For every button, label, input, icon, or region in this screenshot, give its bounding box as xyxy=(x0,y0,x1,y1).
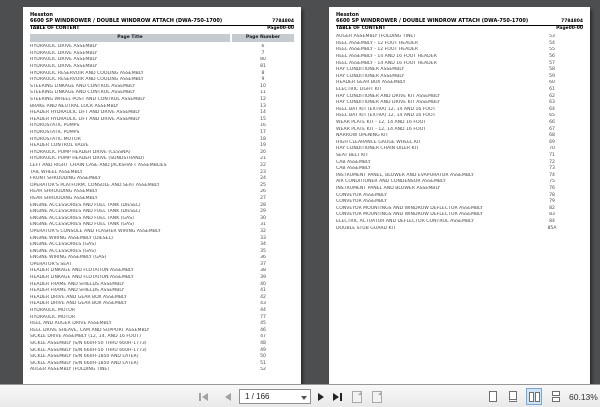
toc-entry-title: REEL ASSEMBLY - 14 AND 16 FOOT HEADER xyxy=(336,54,437,60)
toc-entry-page-number: 75 xyxy=(549,179,555,185)
toc-entry-page-number: 18 xyxy=(260,136,266,142)
toc-entry-title: CONVEYOR ASSEMBLY xyxy=(336,199,387,205)
toc-entry-title: HYDRAULIC RESERVOIR AND COOLING ASSEMBLY xyxy=(30,77,144,83)
toc-entry-title: HEADER HYDRAULIC LIFT AND DRIVE ASSEMBLY xyxy=(30,110,141,116)
toc-entry-page-number: 74 xyxy=(549,172,555,178)
toc-row xyxy=(30,255,294,262)
toc-entry-title: REAR SHROUDING ASSEMBLY xyxy=(30,195,98,201)
toc-entry-title: HEADER LINKAGE AND FLOTATION ASSEMBLY xyxy=(30,268,134,274)
toc-entry-title: OPERATOR'S PLATFORM, CONSOLE AND SEAT ASSEMBLY xyxy=(30,182,160,188)
toc-row xyxy=(336,159,583,166)
toc-row xyxy=(30,103,294,110)
toc-entry-title: HYDROSTATIC PUMPS xyxy=(30,130,80,136)
toc-entry-page-number: 19 xyxy=(260,143,266,149)
toc-entry-page-number: 80 xyxy=(260,57,266,63)
toc-entry-page-number: 62 xyxy=(549,93,555,99)
toc-entry-title: HEADER FRAME AND SHIELDS ASSEMBLY xyxy=(30,281,125,287)
toc-row xyxy=(30,76,294,83)
toc-row xyxy=(336,47,583,54)
toc-entry-page-number: 9 xyxy=(261,77,265,83)
toc-entry-page-number: 53 xyxy=(549,34,555,40)
toc-entry-page-number: 11 xyxy=(260,90,266,96)
toc-entry-page-number: 81 xyxy=(260,64,266,70)
toc-entry-page-number: 41 xyxy=(260,288,266,294)
toc-rows-left xyxy=(30,44,294,374)
toc-row xyxy=(30,162,294,169)
toc-entry-title: SICKLE ASSEMBLY (S/N 660H-50 THRU 660H-1773) xyxy=(30,347,147,353)
toc-row xyxy=(30,334,294,341)
toc-row xyxy=(30,189,294,196)
toc-entry-title: REEL ASSEMBLY - 14 AND 16 FOOT HEADER xyxy=(336,60,437,66)
toc-entry-title: HAY CONDITIONER ASSEMBLY xyxy=(336,67,405,73)
toc-entry-title: SICKLE ASSEMBLY (S/N 660H-1850 AND LATER) xyxy=(30,354,139,360)
toc-row xyxy=(336,73,583,80)
toc-entry-title: SICKLE DRIVE ASSEMBLY (12, 14, AND 16 FOOT) xyxy=(30,334,141,340)
toc-entry-page-number: 51 xyxy=(260,360,266,366)
toc-row xyxy=(336,99,583,106)
toc-entry-title: STEERING LINKAGE AND CONTROL ASSEMBLY xyxy=(30,90,136,96)
toc-entry-title: HYDROSTATIC PUMPS xyxy=(30,123,80,129)
toc-entry-title: REEL ASSEMBLY - 12 FOOT HEADER xyxy=(336,47,418,53)
first-page-icon xyxy=(199,393,201,401)
toc-row xyxy=(30,202,294,209)
toc-row xyxy=(30,136,294,143)
toc-row xyxy=(30,169,294,176)
toc-row xyxy=(30,83,294,90)
toc-entry-page-number: 56 xyxy=(549,54,555,60)
toc-row xyxy=(30,116,294,123)
toc-entry-page-number: 32 xyxy=(260,228,266,234)
toc-entry-title: ENGINE ACCESSORIES (GAS) xyxy=(30,248,96,254)
toc-entry-title: HAY CONDITIONER AND DRIVE KIT ASSEMBLY xyxy=(336,93,440,99)
toc-row xyxy=(336,80,583,87)
toc-row xyxy=(30,123,294,130)
toc-entry-page-number: 36 xyxy=(260,255,266,261)
toc-entry-title: HEADER GEAR BOX ASSEMBLY xyxy=(336,80,406,86)
toc-entry-page-number: 57 xyxy=(549,60,555,66)
toc-entry-title: HEADER LINKAGE AND FLOTATION ASSEMBLY xyxy=(30,275,134,281)
toc-entry-page-number: 79 xyxy=(549,199,555,205)
toc-row xyxy=(30,327,294,334)
toc-entry-title: REEL DRIVE SHEAVE, CAM AND SUPPORT ASSEMBLY xyxy=(30,327,150,333)
brand-name: Hesston xyxy=(30,12,53,18)
toc-entry-page-number: 72 xyxy=(549,159,555,165)
toc-entry-page-number: 16 xyxy=(260,123,266,129)
toc-entry-title: SICKLE ASSEMBLY (S/N 660H-1850 AND LATER) xyxy=(30,360,139,366)
toc-entry-page-number: 13 xyxy=(260,103,266,109)
toc-entry-page-number: 21 xyxy=(260,156,266,162)
toc-row xyxy=(336,126,583,133)
column-header-page-number: Page Number xyxy=(232,34,294,42)
document-title: 6600 SP WINDROWER / DOUBLE WINDROW ATTACH (DWA-750-1700) xyxy=(336,18,529,24)
toc-row xyxy=(336,53,583,60)
toc-entry-page-number: 8 xyxy=(261,70,265,76)
toc-entry-page-number: 68 xyxy=(549,133,555,139)
toc-row xyxy=(30,63,294,70)
toc-entry-page-number: 30 xyxy=(260,215,266,221)
toc-row xyxy=(336,218,583,225)
toc-column-header xyxy=(30,34,294,42)
previous-page-button[interactable] xyxy=(225,393,231,401)
toc-entry-title: HYDRAULIC DRIVE ASSEMBLY xyxy=(30,64,98,70)
toc-row xyxy=(30,70,294,77)
toc-entry-title: HYDRAULIC MOTOR xyxy=(30,308,76,314)
toc-entry-title: ENGINE WIRING ASSEMBLY (GAS) xyxy=(30,255,107,261)
page-number-value: 1 / 166 xyxy=(245,392,270,401)
toc-entry-title: ENGINE ACCESSORIES AND FUEL TANK (GAS) xyxy=(30,222,134,228)
toc-row xyxy=(336,132,583,139)
toc-entry-page-number: 58 xyxy=(549,67,555,73)
toc-row xyxy=(30,195,294,202)
document-title-row xyxy=(336,18,583,26)
toc-entry-page-number: 26 xyxy=(260,189,266,195)
document-subtitle: TABLE OF CONTENT xyxy=(336,25,386,31)
toc-entry-page-number: 77 xyxy=(260,314,266,320)
toc-row xyxy=(336,119,583,126)
toc-entry-title: ELECTRIC LIGHT KIT xyxy=(336,87,382,93)
continuous-facing-view-icon[interactable] xyxy=(548,388,564,405)
toc-entry-page-number: 54 xyxy=(549,40,555,46)
toc-entry-title: DOUBLE STUB GUARD KIT xyxy=(336,225,396,231)
toc-row xyxy=(30,281,294,288)
toc-entry-page-number: 25 xyxy=(260,182,266,188)
toc-entry-page-number: 59 xyxy=(549,73,555,79)
toc-row xyxy=(30,129,294,136)
first-page-button[interactable] xyxy=(199,393,208,401)
toc-entry-title: INSTRUMENT PANEL AND BLOWER ASSEMBLY xyxy=(336,185,441,191)
toc-row xyxy=(30,340,294,347)
toc-entry-page-number: 24 xyxy=(260,176,266,182)
toc-entry-title: HAY CONDITIONER AND DRIVE KIT ASSEMBLY xyxy=(336,100,440,106)
toc-row xyxy=(336,93,583,100)
toc-entry-page-number: 43 xyxy=(260,301,266,307)
toc-row xyxy=(30,301,294,308)
toc-entry-page-number: 22 xyxy=(260,162,266,168)
toc-row xyxy=(336,225,583,232)
toc-entry-page-number: 31 xyxy=(260,222,266,228)
toc-entry-page-number: 69 xyxy=(549,139,555,145)
toc-entry-title: CAB ASSEMBLY xyxy=(336,166,371,172)
toc-row xyxy=(336,192,583,199)
toc-row xyxy=(336,139,583,146)
toc-entry-title: AUGER ASSEMBLY (FOLDING TINE) xyxy=(336,34,416,40)
toc-entry-title: REEL ASSEMBLY - 12 FOOT HEADER xyxy=(336,40,418,46)
facing-pages-view-icon[interactable] xyxy=(526,388,542,405)
toc-entry-page-number: 71 xyxy=(549,152,555,158)
toc-entry-page-number: 15 xyxy=(260,116,266,122)
document-title-row xyxy=(30,18,294,26)
toc-row xyxy=(336,86,583,93)
toc-entry-page-number: 37 xyxy=(260,261,266,267)
toc-entry-title: HYDRAULIC PUMP HEADER DRIVE (CESSNA) xyxy=(30,149,131,155)
column-header-page-title: Page Title xyxy=(30,34,230,42)
toc-entry-title: HEADER DRIVE AND GEAR BOX ASSEMBLY xyxy=(30,294,127,300)
toc-entry-page-number: 7 xyxy=(261,50,265,56)
toc-entry-title: HYDRAULIC PUMP HEADER DRIVE (SUNDSTRAND) xyxy=(30,156,145,162)
toc-row xyxy=(30,294,294,301)
toc-entry-page-number: 50 xyxy=(260,354,266,360)
toc-row xyxy=(336,212,583,219)
document-page-right xyxy=(329,7,590,384)
document-page-left xyxy=(23,7,301,384)
toc-row xyxy=(336,152,583,159)
toc-entry-title: SEAT BELT KIT xyxy=(336,152,369,158)
toc-entry-title: OPERATOR'S CONSOLE AND FLASHER WIRING ASSEMBLY xyxy=(30,228,161,234)
toc-entry-page-number: 6 xyxy=(261,44,265,50)
toc-entry-title: ENGINE ACCESSORIES (GAS) xyxy=(30,242,96,248)
toc-row xyxy=(336,179,583,186)
toc-entry-page-number: 61 xyxy=(549,87,555,93)
toc-entry-page-number: 35 xyxy=(260,248,266,254)
toc-entry-page-number: 60 xyxy=(549,80,555,86)
document-page-code: Page00-00 xyxy=(556,25,583,31)
document-subtitle-row xyxy=(30,26,294,32)
toc-entry-title: NARROW OPENING KIT xyxy=(336,133,389,139)
toc-entry-page-number: 84 xyxy=(549,218,555,224)
toc-entry-page-number: 67 xyxy=(549,126,555,132)
toc-row xyxy=(336,113,583,120)
toc-entry-page-number: 33 xyxy=(260,235,266,241)
toc-row xyxy=(336,106,583,113)
toc-row xyxy=(336,165,583,172)
toc-row xyxy=(336,198,583,205)
toc-row xyxy=(30,235,294,242)
toc-row xyxy=(30,274,294,281)
document-subtitle: TABLE OF CONTENT xyxy=(30,25,80,31)
toc-row xyxy=(30,367,294,374)
toc-row xyxy=(30,353,294,360)
toc-row xyxy=(30,215,294,222)
toc-row xyxy=(30,96,294,103)
toc-row xyxy=(30,142,294,149)
toc-row xyxy=(30,57,294,64)
toc-entry-page-number: 44 xyxy=(260,308,266,314)
toc-row xyxy=(30,261,294,268)
toc-row xyxy=(30,156,294,163)
toc-row xyxy=(336,146,583,153)
toc-entry-page-number: 39 xyxy=(260,275,266,281)
document-subtitle-row xyxy=(336,26,583,32)
toc-entry-title: HEADER FRAME AND SHIELDS ASSEMBLY xyxy=(30,288,125,294)
toc-entry-page-number: 73 xyxy=(549,166,555,172)
toc-entry-page-number: 55 xyxy=(549,47,555,53)
toc-row xyxy=(30,109,294,116)
toc-row xyxy=(30,149,294,156)
toc-row xyxy=(30,314,294,321)
toc-row xyxy=(30,287,294,294)
toc-entry-page-number: 85A xyxy=(547,225,557,231)
toc-entry-page-number: 49 xyxy=(260,347,266,353)
toc-entry-page-number: 23 xyxy=(260,169,266,175)
document-title: 6600 SP WINDROWER / DOUBLE WINDROW ATTACH (DWA-750-1700) xyxy=(30,18,223,24)
toc-row xyxy=(30,241,294,248)
toc-row xyxy=(30,360,294,367)
viewer-toolbar xyxy=(0,384,600,407)
toc-entry-title: BRAKE AND NEUTRAL LOCK ASSEMBLY xyxy=(30,103,119,109)
toc-entry-page-number: 40 xyxy=(260,281,266,287)
toc-entry-title: STEERING LINKAGE AND CONTROL ASSEMBLY xyxy=(30,83,136,89)
toc-entry-page-number: 83 xyxy=(549,212,555,218)
zoom-level-label[interactable]: 60.13% xyxy=(569,392,598,402)
toc-row xyxy=(336,205,583,212)
toc-entry-title: LEFT AND RIGHT CHAIN CASE AND JACKSHAFT ASSEMBLIES xyxy=(30,162,167,168)
toc-entry-page-number: 27 xyxy=(260,195,266,201)
toc-entry-page-number: 64 xyxy=(549,106,555,112)
toc-entry-page-number: 47 xyxy=(260,334,266,340)
toc-entry-title: HAY CONDITIONER ASSEMBLY xyxy=(336,73,405,79)
toc-entry-title: WEAR PLATE KIT - 12, 14 AND 16 FOOT xyxy=(336,126,427,132)
toc-entry-title: AIR CONDITIONER AND CONDENSOR ASSEMBLY xyxy=(336,179,446,185)
toc-entry-title: HYDRAULIC MOTOR xyxy=(30,314,76,320)
toc-row xyxy=(30,90,294,97)
next-page-button[interactable] xyxy=(318,393,324,401)
single-page-view-icon[interactable] xyxy=(485,388,501,405)
toc-entry-title: ENGINE ACCESSORIES AND FUEL TANK (GAS) xyxy=(30,215,134,221)
toc-row xyxy=(336,172,583,179)
toc-entry-title: HAY CONDITIONER CHAIN OILER KIT xyxy=(336,146,419,152)
toc-entry-page-number: 12 xyxy=(260,97,266,103)
toc-row xyxy=(30,320,294,327)
next-view-icon[interactable] xyxy=(372,391,382,403)
toc-entry-page-number: 82 xyxy=(549,205,555,211)
last-page-button[interactable] xyxy=(333,393,342,401)
toc-entry-page-number: 65 xyxy=(549,113,555,119)
toc-row xyxy=(30,175,294,182)
toc-row xyxy=(336,66,583,73)
toc-entry-title: INSTRUMENT PANEL, BLOWER AND EVAPORATOR ASSEMBLY xyxy=(336,172,474,178)
toc-entry-page-number: 66 xyxy=(549,120,555,126)
toc-entry-title: CONVEYOR MOUNTINGS AND WINDROW DEFLECTOR ASSEMBLY xyxy=(336,212,483,218)
brand-name: Hesston xyxy=(336,12,359,18)
toc-entry-title: AUGER ASSEMBLY (FOLDING TINE) xyxy=(30,367,110,373)
toc-row xyxy=(30,50,294,57)
toc-entry-page-number: 38 xyxy=(260,268,266,274)
toc-row xyxy=(30,208,294,215)
toc-entry-page-number: 20 xyxy=(260,149,266,155)
toc-row xyxy=(30,307,294,314)
toc-row xyxy=(336,60,583,67)
toc-entry-title: HIGH CLEARANCE GAUGE WHEEL KIT xyxy=(336,139,422,145)
toc-entry-title: HEADER DRIVE AND GEAR BOX ASSEMBLY xyxy=(30,301,127,307)
toc-entry-title: HYDROSTATIC MOTOR xyxy=(30,136,81,142)
toc-entry-page-number: 46 xyxy=(260,327,266,333)
toc-entry-title: CONVEYOR MOUNTINGS AND WINDROW DEFLECTOR ASSEMBLY xyxy=(336,205,483,211)
toc-row xyxy=(30,248,294,255)
toc-entry-page-number: 45 xyxy=(260,321,266,327)
toc-row xyxy=(30,347,294,354)
toc-entry-title: ENGINE ACCESSORIES AND FUEL TANK (DIESEL) xyxy=(30,209,141,215)
toc-entry-title: HEADER CONTROL VALVE xyxy=(30,143,89,149)
toc-row xyxy=(30,228,294,235)
toc-entry-title: HEADER HYDRAULIC LIFT AND DRIVE ASSEMBLY xyxy=(30,116,141,122)
next-page-icon xyxy=(318,393,324,401)
previous-view-icon[interactable] xyxy=(352,391,362,403)
toc-entry-title: REAR SHROUDING ASSEMBLY xyxy=(30,189,98,195)
toc-entry-title: FRONT SHROUDING ASSEMBLY xyxy=(30,176,101,182)
toc-entry-title: HYDRAULIC DRIVE ASSEMBLY xyxy=(30,57,98,63)
toc-entry-page-number: 42 xyxy=(260,294,266,300)
toc-entry-page-number: 76 xyxy=(549,185,555,191)
toc-entry-title: OPERATOR'S SEAT xyxy=(30,261,72,267)
page-number-dropdown-icon[interactable] xyxy=(301,396,307,400)
toc-entry-page-number: 17 xyxy=(260,130,266,136)
last-page-icon xyxy=(333,393,339,401)
toc-entry-title: ELECTRIC ACTUATOR AND DEFLECTOR CONTROL ASSEMBLY xyxy=(336,218,474,224)
document-number: 7784804 xyxy=(561,19,583,24)
toc-entry-title: ENGINE WIRING ASSEMBLY (DIESEL) xyxy=(30,235,113,241)
toc-entry-page-number: 52 xyxy=(260,367,266,373)
toc-entry-title: REEL BAT KIT (EXTRA) 12, 14 AND 16 FOOT xyxy=(336,106,436,112)
toc-entry-title: CONVEYOR ASSEMBLY xyxy=(336,192,387,198)
toc-row xyxy=(30,182,294,189)
toc-entry-page-number: 48 xyxy=(260,341,266,347)
document-page-code: Page00-00 xyxy=(267,25,294,31)
toc-row xyxy=(30,44,294,51)
toc-entry-title: REEL AND AUGER DRIVE ASSEMBLY xyxy=(30,321,112,327)
toc-entry-title: CAB ASSEMBLY xyxy=(336,159,371,165)
toc-row xyxy=(30,268,294,275)
toc-entry-page-number: 14 xyxy=(260,110,266,116)
document-number: 7784804 xyxy=(272,19,294,24)
toc-entry-page-number: 34 xyxy=(260,242,266,248)
toc-row xyxy=(336,40,583,47)
previous-page-icon xyxy=(225,393,231,401)
toc-row xyxy=(336,185,583,192)
toc-entry-page-number: 28 xyxy=(260,202,266,208)
toc-entry-page-number: 29 xyxy=(260,209,266,215)
toc-entry-page-number: 10 xyxy=(260,83,266,89)
toc-entry-title: HYDRAULIC RESERVOIR AND COOLING ASSEMBLY xyxy=(30,70,144,76)
toc-entry-title: SICKLE ASSEMBLY (S/N 660H-50 THRU 660H-1773) xyxy=(30,341,147,347)
toc-rows-right xyxy=(336,34,583,232)
toc-entry-page-number: 70 xyxy=(549,146,555,152)
toc-entry-page-number: 78 xyxy=(549,192,555,198)
toc-entry-title: TAIL WHEEL ASSEMBLY xyxy=(30,169,83,175)
toc-entry-title: WEAR PLATE KIT - 12, 14 AND 16 FOOT xyxy=(336,120,427,126)
page-number-input[interactable] xyxy=(239,389,311,404)
toc-entry-title: HYDRAULIC DRIVE ASSEMBLY xyxy=(30,50,98,56)
continuous-view-icon[interactable] xyxy=(505,388,521,405)
toc-entry-page-number: 63 xyxy=(549,100,555,106)
toc-row xyxy=(336,34,583,41)
toc-entry-title: STEERING WHEEL POST AND CONTROL ASSEMBLY xyxy=(30,97,146,103)
toc-row xyxy=(30,222,294,229)
toc-entry-title: REEL BAT KIT (EXTRA) 12, 14 AND 16 FOOT xyxy=(336,113,436,119)
toc-entry-title: HYDRAULIC DRIVE ASSEMBLY xyxy=(30,44,98,50)
toc-entry-title: ENGINE ACCESSORIES AND FUEL TANK (DIESEL) xyxy=(30,202,141,208)
